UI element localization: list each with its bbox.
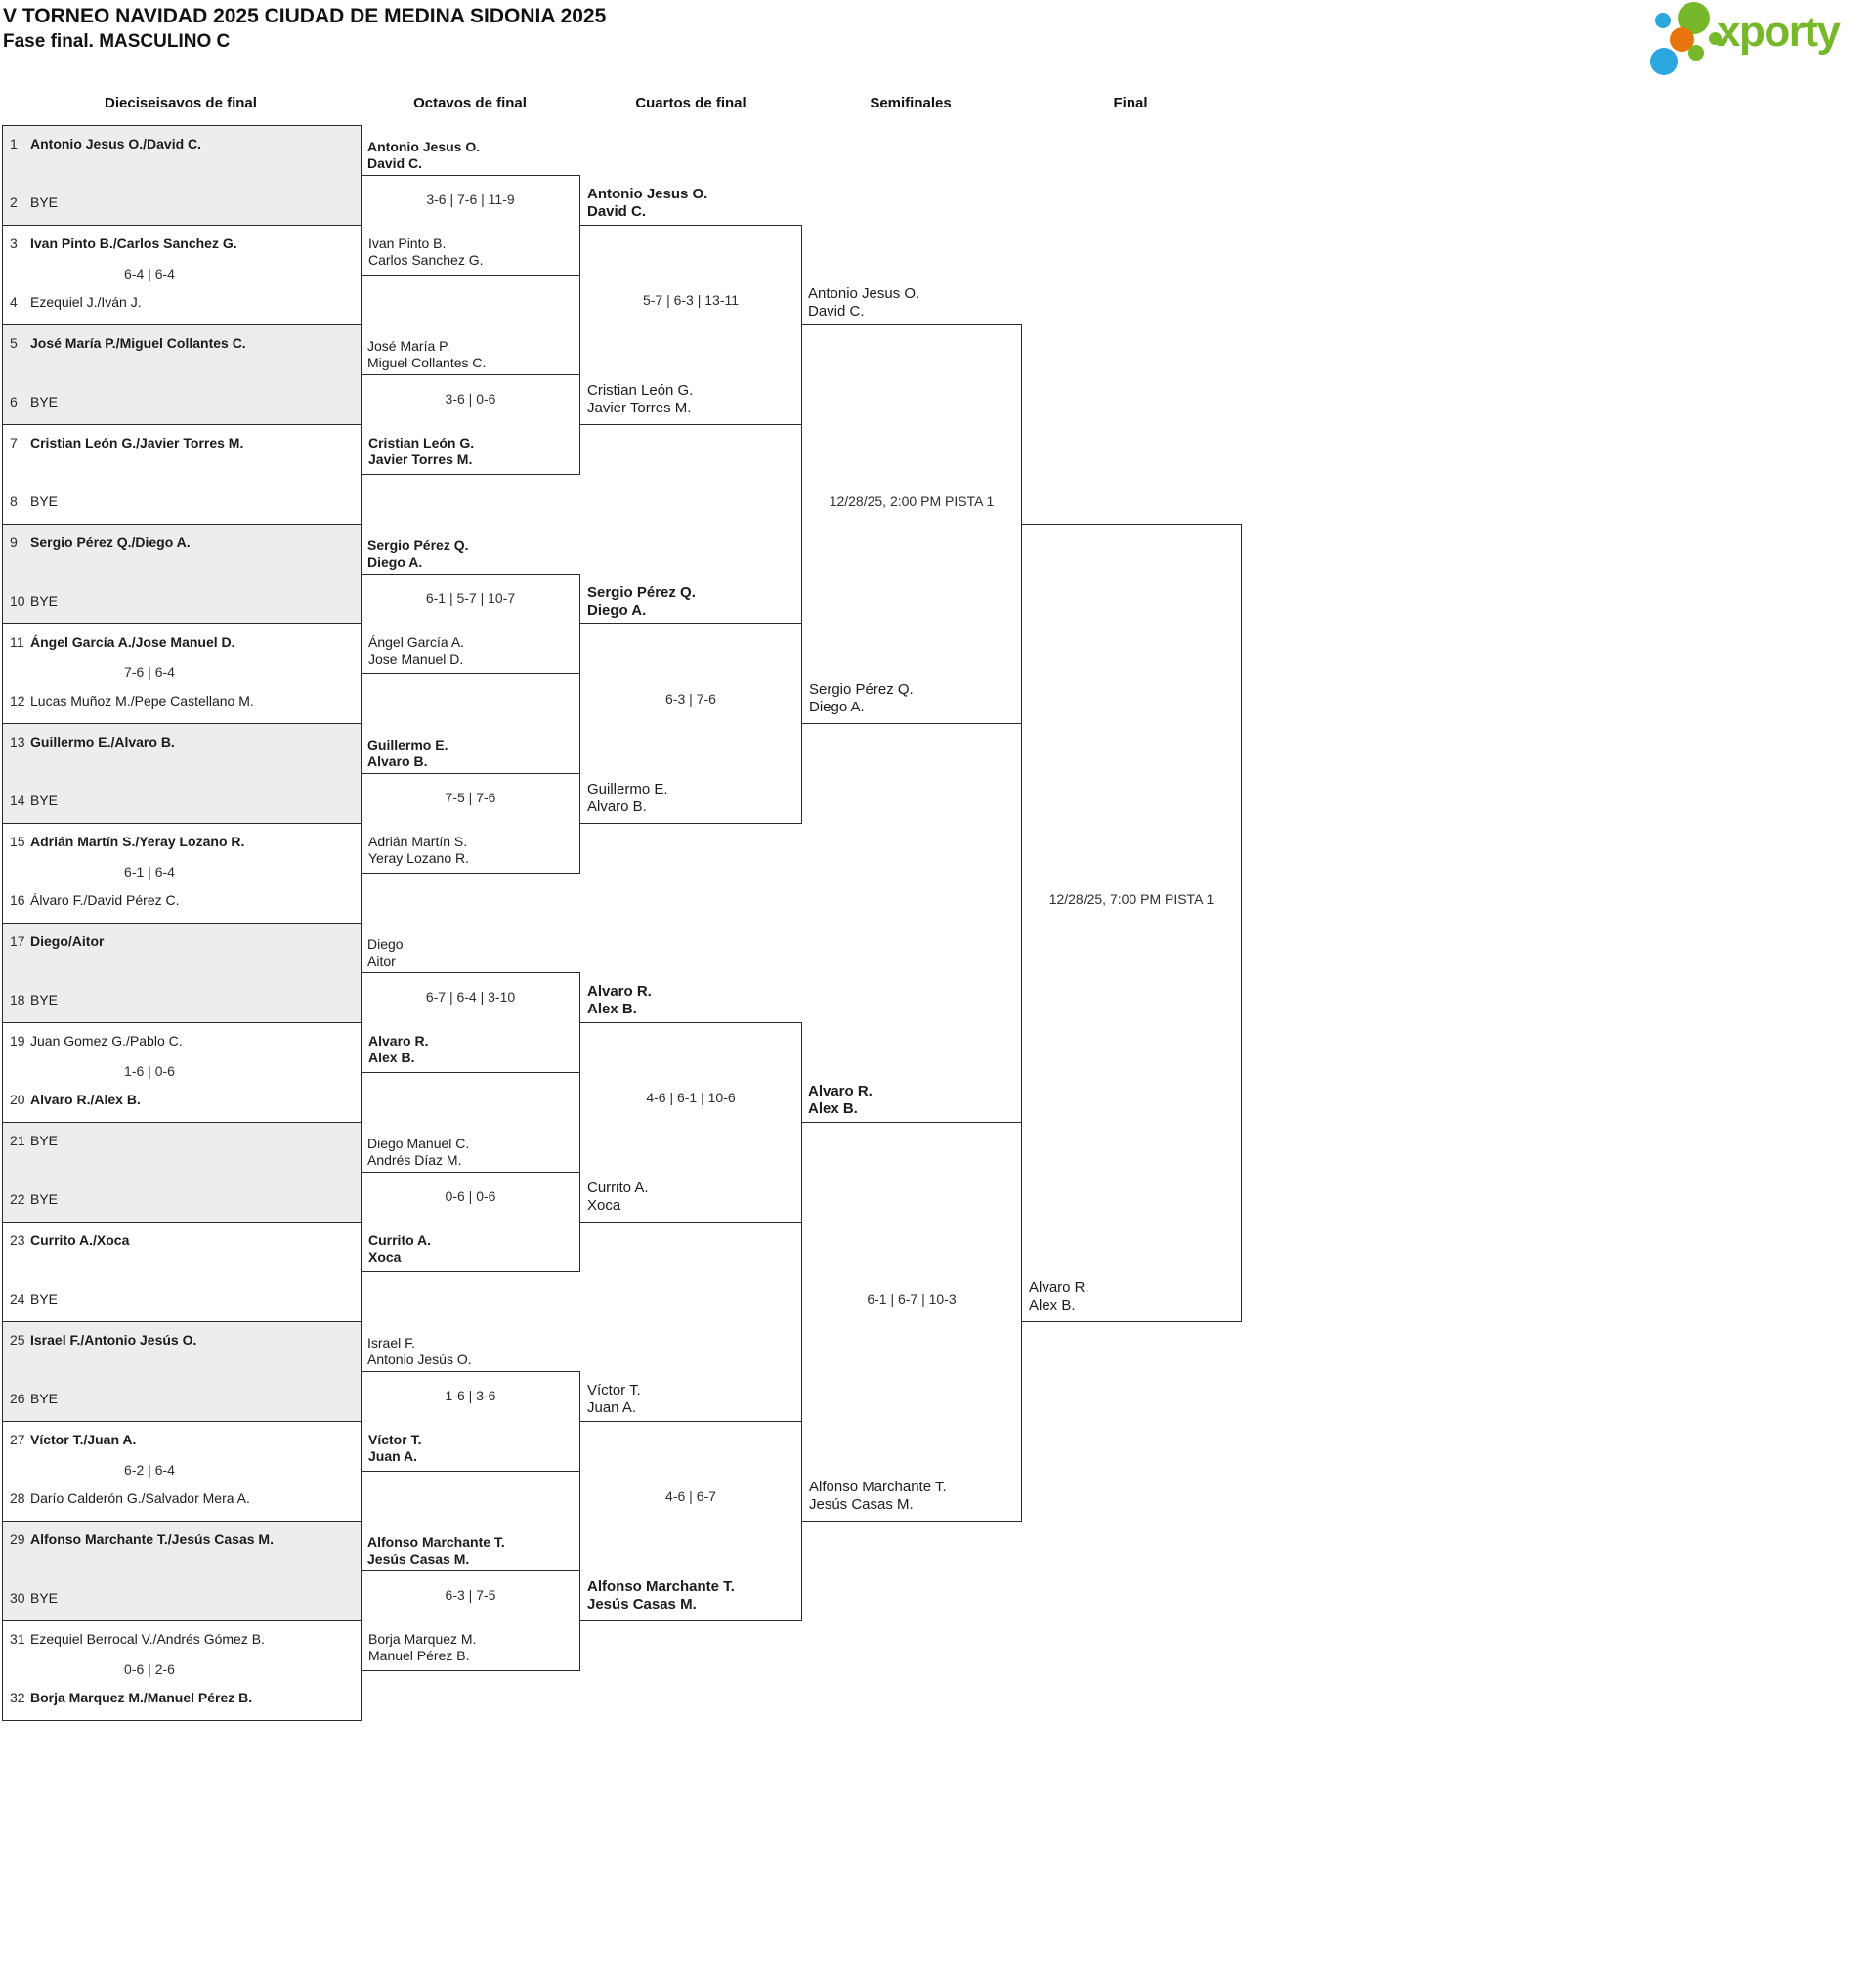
octavos-7-team-b (368, 1432, 421, 1465)
team-row (10, 793, 358, 808)
team-name: Alfonso Marchante T. (367, 1534, 505, 1550)
seed-number: 9 (10, 535, 18, 550)
round-header-cuartos: Cuartos de final (635, 95, 746, 111)
seed-number: 10 (10, 593, 25, 609)
cuartos-2-team-a (587, 584, 696, 620)
cuartos-1-team-a (587, 186, 707, 221)
semifinal-2-team-a (808, 1083, 873, 1118)
final-team-b (1029, 1279, 1089, 1314)
seed-number: 28 (10, 1490, 25, 1506)
octavos-3-box (361, 574, 580, 674)
cuartos-1-team-b (587, 382, 693, 417)
octavos-7-team-a (367, 1335, 472, 1368)
octavos-3-team-b (368, 634, 464, 667)
team-name: Ángel García A./Jose Manuel D. (30, 634, 235, 650)
team-row (10, 1590, 358, 1606)
team-name: Aitor (367, 953, 396, 968)
team-row (10, 892, 358, 908)
team-row (10, 1332, 358, 1348)
octavos-6-box (361, 1172, 580, 1272)
octavos-5-box (361, 972, 580, 1073)
r32-match-9 (2, 923, 362, 1023)
seed-number: 3 (10, 236, 18, 251)
team-row (10, 1490, 358, 1506)
team-name: Alfonso Marchante T. (809, 1479, 947, 1495)
team-name: Borja Marquez M. (368, 1631, 477, 1647)
logo-dot-icon (1655, 13, 1671, 28)
team-row (10, 494, 358, 509)
team-row (10, 1531, 358, 1547)
team-name: Alvaro R. (808, 1083, 873, 1099)
match-schedule: 12/28/25, 7:00 PM PISTA 1 (1048, 891, 1215, 907)
r32-match-6 (2, 623, 362, 724)
match-score: 3-6 | 0-6 (445, 391, 496, 407)
team-name: David C. (587, 203, 647, 220)
team-row (10, 1690, 358, 1705)
team-name: Alfonso Marchante T. (587, 1578, 735, 1595)
cuartos-4-team-a (587, 1382, 641, 1417)
match-score: 7-6 | 6-4 (124, 665, 175, 680)
seed-number: 7 (10, 435, 18, 451)
octavos-8-box (361, 1570, 580, 1671)
team-name: Guillermo E. (367, 737, 448, 752)
seed-number: 2 (10, 194, 18, 210)
cuartos-2-team-b (587, 781, 668, 816)
team-name: Alvaro B. (367, 753, 428, 769)
octavos-2-box (361, 374, 580, 475)
octavos-1-box (361, 175, 580, 276)
team-name: Víctor T. (368, 1432, 422, 1447)
cuartos-3-team-a (587, 983, 652, 1018)
semifinal-1-team-b (809, 681, 914, 716)
team-name: Yeray Lozano R. (368, 850, 469, 866)
seed-number: 8 (10, 494, 18, 509)
team-name: Guillermo E. (587, 781, 668, 797)
seed-number: 19 (10, 1033, 25, 1049)
team-row (10, 1391, 358, 1406)
team-row (10, 593, 358, 609)
seed-number: 26 (10, 1391, 25, 1406)
round-header-dieciseisavos: Dieciseisavos de final (105, 95, 257, 111)
seed-number: 17 (10, 933, 25, 949)
seed-number: 6 (10, 394, 18, 409)
team-name: Sergio Pérez Q. (367, 537, 469, 553)
team-name: Andrés Díaz M. (367, 1152, 462, 1168)
match-score: 7-5 | 7-6 (445, 790, 496, 805)
octavos-4-team-b (368, 834, 469, 867)
r32-match-13 (2, 1321, 362, 1422)
seed-number: 11 (10, 634, 24, 650)
logo-wordmark: xporty (1717, 8, 1840, 56)
team-name: Alex B. (1029, 1297, 1076, 1313)
match-schedule: 12/28/25, 2:00 PM PISTA 1 (829, 494, 995, 509)
team-name: Víctor T./Juan A. (30, 1432, 137, 1447)
r32-match-10 (2, 1022, 362, 1123)
team-row (10, 1631, 358, 1647)
page-subtitle: Fase final. MASCULINO C (3, 31, 231, 52)
octavos-7-box (361, 1371, 580, 1472)
team-name: Juan Gomez G./Pablo C. (30, 1033, 183, 1049)
team-row (10, 1191, 358, 1207)
semifinal-1-team-a (808, 285, 919, 321)
team-name: Álvaro F./David Pérez C. (30, 892, 180, 908)
octavos-5-team-a (367, 936, 404, 969)
seed-number: 21 (10, 1133, 25, 1148)
seed-number: 15 (10, 834, 25, 849)
octavos-2-team-b (368, 435, 474, 468)
team-name: Sergio Pérez Q. (809, 681, 914, 698)
team-name: Alvaro R. (1029, 1279, 1089, 1296)
team-name: José María P./Miguel Collantes C. (30, 335, 246, 351)
octavos-8-team-a (367, 1534, 505, 1568)
logo-dot-icon (1650, 48, 1678, 75)
octavos-6-team-a (367, 1136, 469, 1169)
team-name: Alvaro R./Alex B. (30, 1092, 141, 1107)
team-name: Ivan Pinto B./Carlos Sanchez G. (30, 236, 237, 251)
seed-number: 23 (10, 1232, 25, 1248)
team-row (10, 1033, 358, 1049)
team-name: Currito A. (368, 1232, 432, 1248)
match-score: 4-6 | 6-7 (665, 1488, 716, 1504)
team-name: Guillermo E./Alvaro B. (30, 734, 175, 750)
round-header-octavos: Octavos de final (413, 95, 527, 111)
team-row (10, 634, 358, 650)
team-name: Antonio Jesus O. (587, 186, 708, 202)
team-name: BYE (30, 1133, 59, 1148)
cuartos-4-box (579, 1421, 802, 1621)
match-score: 5-7 | 6-3 | 13-11 (642, 292, 740, 308)
seed-number: 29 (10, 1531, 25, 1547)
team-name: Jesús Casas M. (809, 1496, 914, 1513)
team-name: Javier Torres M. (368, 451, 473, 467)
team-row (10, 1432, 358, 1447)
team-row (10, 693, 358, 709)
team-name: BYE (30, 593, 59, 609)
team-name: Diego A. (809, 699, 865, 715)
seed-number: 25 (10, 1332, 25, 1348)
round-header-semifinales: Semifinales (870, 95, 952, 111)
team-name: Ezequiel Berrocal V./Andrés Gómez B. (30, 1631, 265, 1647)
team-name: Carlos Sanchez G. (368, 252, 484, 268)
octavos-4-team-a (367, 737, 448, 770)
match-score: 6-1 | 6-7 | 10-3 (867, 1291, 957, 1307)
seed-number: 24 (10, 1291, 25, 1307)
team-name: Juan A. (587, 1399, 637, 1416)
team-row (10, 1291, 358, 1307)
team-row (10, 435, 358, 451)
team-name: Antonio Jesus O./David C. (30, 136, 202, 151)
team-name: José María P. (367, 338, 450, 354)
seed-number: 22 (10, 1191, 25, 1207)
team-name: Currito A./Xoca (30, 1232, 130, 1248)
team-row (10, 394, 358, 409)
team-name: BYE (30, 1590, 59, 1606)
match-score: 1-6 | 3-6 (445, 1388, 496, 1403)
team-name: Darío Calderón G./Salvador Mera A. (30, 1490, 250, 1506)
team-name: Antonio Jesús O. (367, 1352, 472, 1367)
team-name: Ivan Pinto B. (368, 236, 447, 251)
team-name: Borja Marquez M./Manuel Pérez B. (30, 1690, 253, 1705)
seed-number: 4 (10, 294, 18, 310)
team-row (10, 933, 358, 949)
team-name: Diego Manuel C. (367, 1136, 470, 1151)
match-score: 1-6 | 0-6 (124, 1063, 175, 1079)
seed-number: 18 (10, 992, 25, 1008)
seed-number: 27 (10, 1432, 25, 1447)
team-name: David C. (808, 303, 865, 320)
round-header-final: Final (1113, 95, 1148, 111)
team-row (10, 194, 358, 210)
match-score: 0-6 | 2-6 (124, 1661, 175, 1677)
match-score: 6-3 | 7-6 (665, 691, 716, 707)
octavos-1-team-b (368, 236, 484, 269)
team-row (10, 136, 358, 151)
team-name: Antonio Jesus O. (367, 139, 481, 154)
team-name: David C. (367, 155, 423, 171)
r32-match-4 (2, 424, 362, 525)
semifinal-2-team-b (809, 1479, 947, 1514)
team-row (10, 992, 358, 1008)
seed-number: 13 (10, 734, 25, 750)
match-score: 6-4 | 6-4 (124, 266, 175, 281)
team-name: BYE (30, 394, 59, 409)
r32-match-14 (2, 1421, 362, 1522)
r32-match-15 (2, 1521, 362, 1621)
team-name: Miguel Collantes C. (367, 355, 487, 370)
team-name: Xoca (587, 1197, 621, 1214)
page-title: V TORNEO NAVIDAD 2025 CIUDAD DE MEDINA SIDONIA 2025 (3, 5, 607, 27)
octavos-4-box (361, 773, 580, 874)
team-name: Adrián Martín S./Yeray Lozano R. (30, 834, 245, 849)
cuartos-2-box (579, 623, 802, 824)
team-name: BYE (30, 494, 59, 509)
octavos-5-team-b (368, 1033, 428, 1066)
team-row (10, 1133, 358, 1148)
cuartos-1-box (579, 225, 802, 425)
team-name: Javier Torres M. (587, 400, 692, 416)
team-name: Lucas Muñoz M./Pepe Castellano M. (30, 693, 254, 709)
cuartos-3-team-b (587, 1180, 649, 1215)
team-name: Alex B. (368, 1050, 415, 1065)
team-name: BYE (30, 194, 59, 210)
cuartos-4-team-b (587, 1578, 735, 1613)
seed-number: 20 (10, 1092, 25, 1107)
seed-number: 5 (10, 335, 18, 351)
team-name: Cristian León G. (368, 435, 475, 451)
team-name: Alvaro B. (587, 798, 647, 815)
r32-match-1 (2, 125, 362, 226)
team-name: BYE (30, 992, 59, 1008)
r32-match-2 (2, 225, 362, 325)
cuartos-3-box (579, 1022, 802, 1223)
team-name: Alfonso Marchante T./Jesús Casas M. (30, 1531, 274, 1547)
team-name: Sergio Pérez Q./Diego A. (30, 535, 191, 550)
match-score: 6-1 | 6-4 (124, 864, 175, 880)
team-name: BYE (30, 793, 59, 808)
match-score: 6-2 | 6-4 (124, 1462, 175, 1478)
team-name: Cristian León G. (587, 382, 694, 399)
seed-number: 32 (10, 1690, 25, 1705)
team-name: Diego A. (587, 602, 647, 619)
team-row (10, 335, 358, 351)
team-name: BYE (30, 1191, 59, 1207)
team-name: Alex B. (808, 1100, 858, 1117)
seed-number: 31 (10, 1631, 25, 1647)
match-score: 6-7 | 6-4 | 3-10 (425, 989, 516, 1005)
team-name: Diego A. (367, 554, 423, 570)
octavos-8-team-b (368, 1631, 476, 1664)
team-name: Israel F. (367, 1335, 416, 1351)
team-name: Currito A. (587, 1180, 649, 1196)
team-name: Diego/Aitor (30, 933, 105, 949)
team-name: Víctor T. (587, 1382, 641, 1398)
team-row (10, 236, 358, 251)
octavos-6-team-b (368, 1232, 431, 1266)
seed-number: 12 (10, 693, 25, 709)
team-row (10, 1092, 358, 1107)
team-row (10, 1232, 358, 1248)
team-name: Alex B. (587, 1001, 637, 1017)
r32-match-12 (2, 1222, 362, 1322)
team-name: Israel F./Antonio Jesús O. (30, 1332, 197, 1348)
team-name: Ezequiel J./Iván J. (30, 294, 142, 310)
match-score: 3-6 | 7-6 | 11-9 (426, 192, 515, 207)
team-name: BYE (30, 1391, 59, 1406)
team-name: Jesús Casas M. (367, 1551, 470, 1567)
r32-match-11 (2, 1122, 362, 1223)
match-score: 0-6 | 0-6 (445, 1188, 496, 1204)
seed-number: 30 (10, 1590, 25, 1606)
octavos-1-team-a (367, 139, 480, 172)
r32-match-7 (2, 723, 362, 824)
team-name: Juan A. (368, 1448, 418, 1464)
team-name: Ángel García A. (368, 634, 465, 650)
team-name: Antonio Jesus O. (808, 285, 920, 302)
team-name: Jose Manuel D. (368, 651, 464, 666)
team-row (10, 294, 358, 310)
team-name: Manuel Pérez B. (368, 1648, 470, 1663)
team-name: Diego (367, 936, 404, 952)
match-score: 6-1 | 5-7 | 10-7 (425, 590, 516, 606)
team-row (10, 734, 358, 750)
team-name: Jesús Casas M. (587, 1596, 697, 1612)
team-name: Alvaro R. (368, 1033, 429, 1049)
seed-number: 14 (10, 793, 25, 808)
match-score: 4-6 | 6-1 | 10-6 (646, 1090, 736, 1105)
team-name: Adrián Martín S. (368, 834, 468, 849)
team-name: Xoca (368, 1249, 402, 1265)
r32-match-5 (2, 524, 362, 624)
logo-dot-icon (1688, 45, 1704, 61)
r32-match-8 (2, 823, 362, 924)
match-score: 6-3 | 7-5 (445, 1587, 496, 1603)
team-name: Cristian León G./Javier Torres M. (30, 435, 244, 451)
r32-match-16 (2, 1620, 362, 1721)
octavos-3-team-a (367, 537, 468, 571)
r32-match-3 (2, 324, 362, 425)
team-row (10, 535, 358, 550)
team-name: Sergio Pérez Q. (587, 584, 696, 601)
seed-number: 1 (10, 136, 18, 151)
octavos-2-team-a (367, 338, 486, 371)
team-name: Alvaro R. (587, 983, 652, 1000)
final-box (1021, 524, 1242, 1322)
team-name: BYE (30, 1291, 59, 1307)
seed-number: 16 (10, 892, 25, 908)
team-row (10, 834, 358, 849)
semifinal-1-box (801, 324, 1022, 724)
semifinal-2-box (801, 1122, 1022, 1522)
